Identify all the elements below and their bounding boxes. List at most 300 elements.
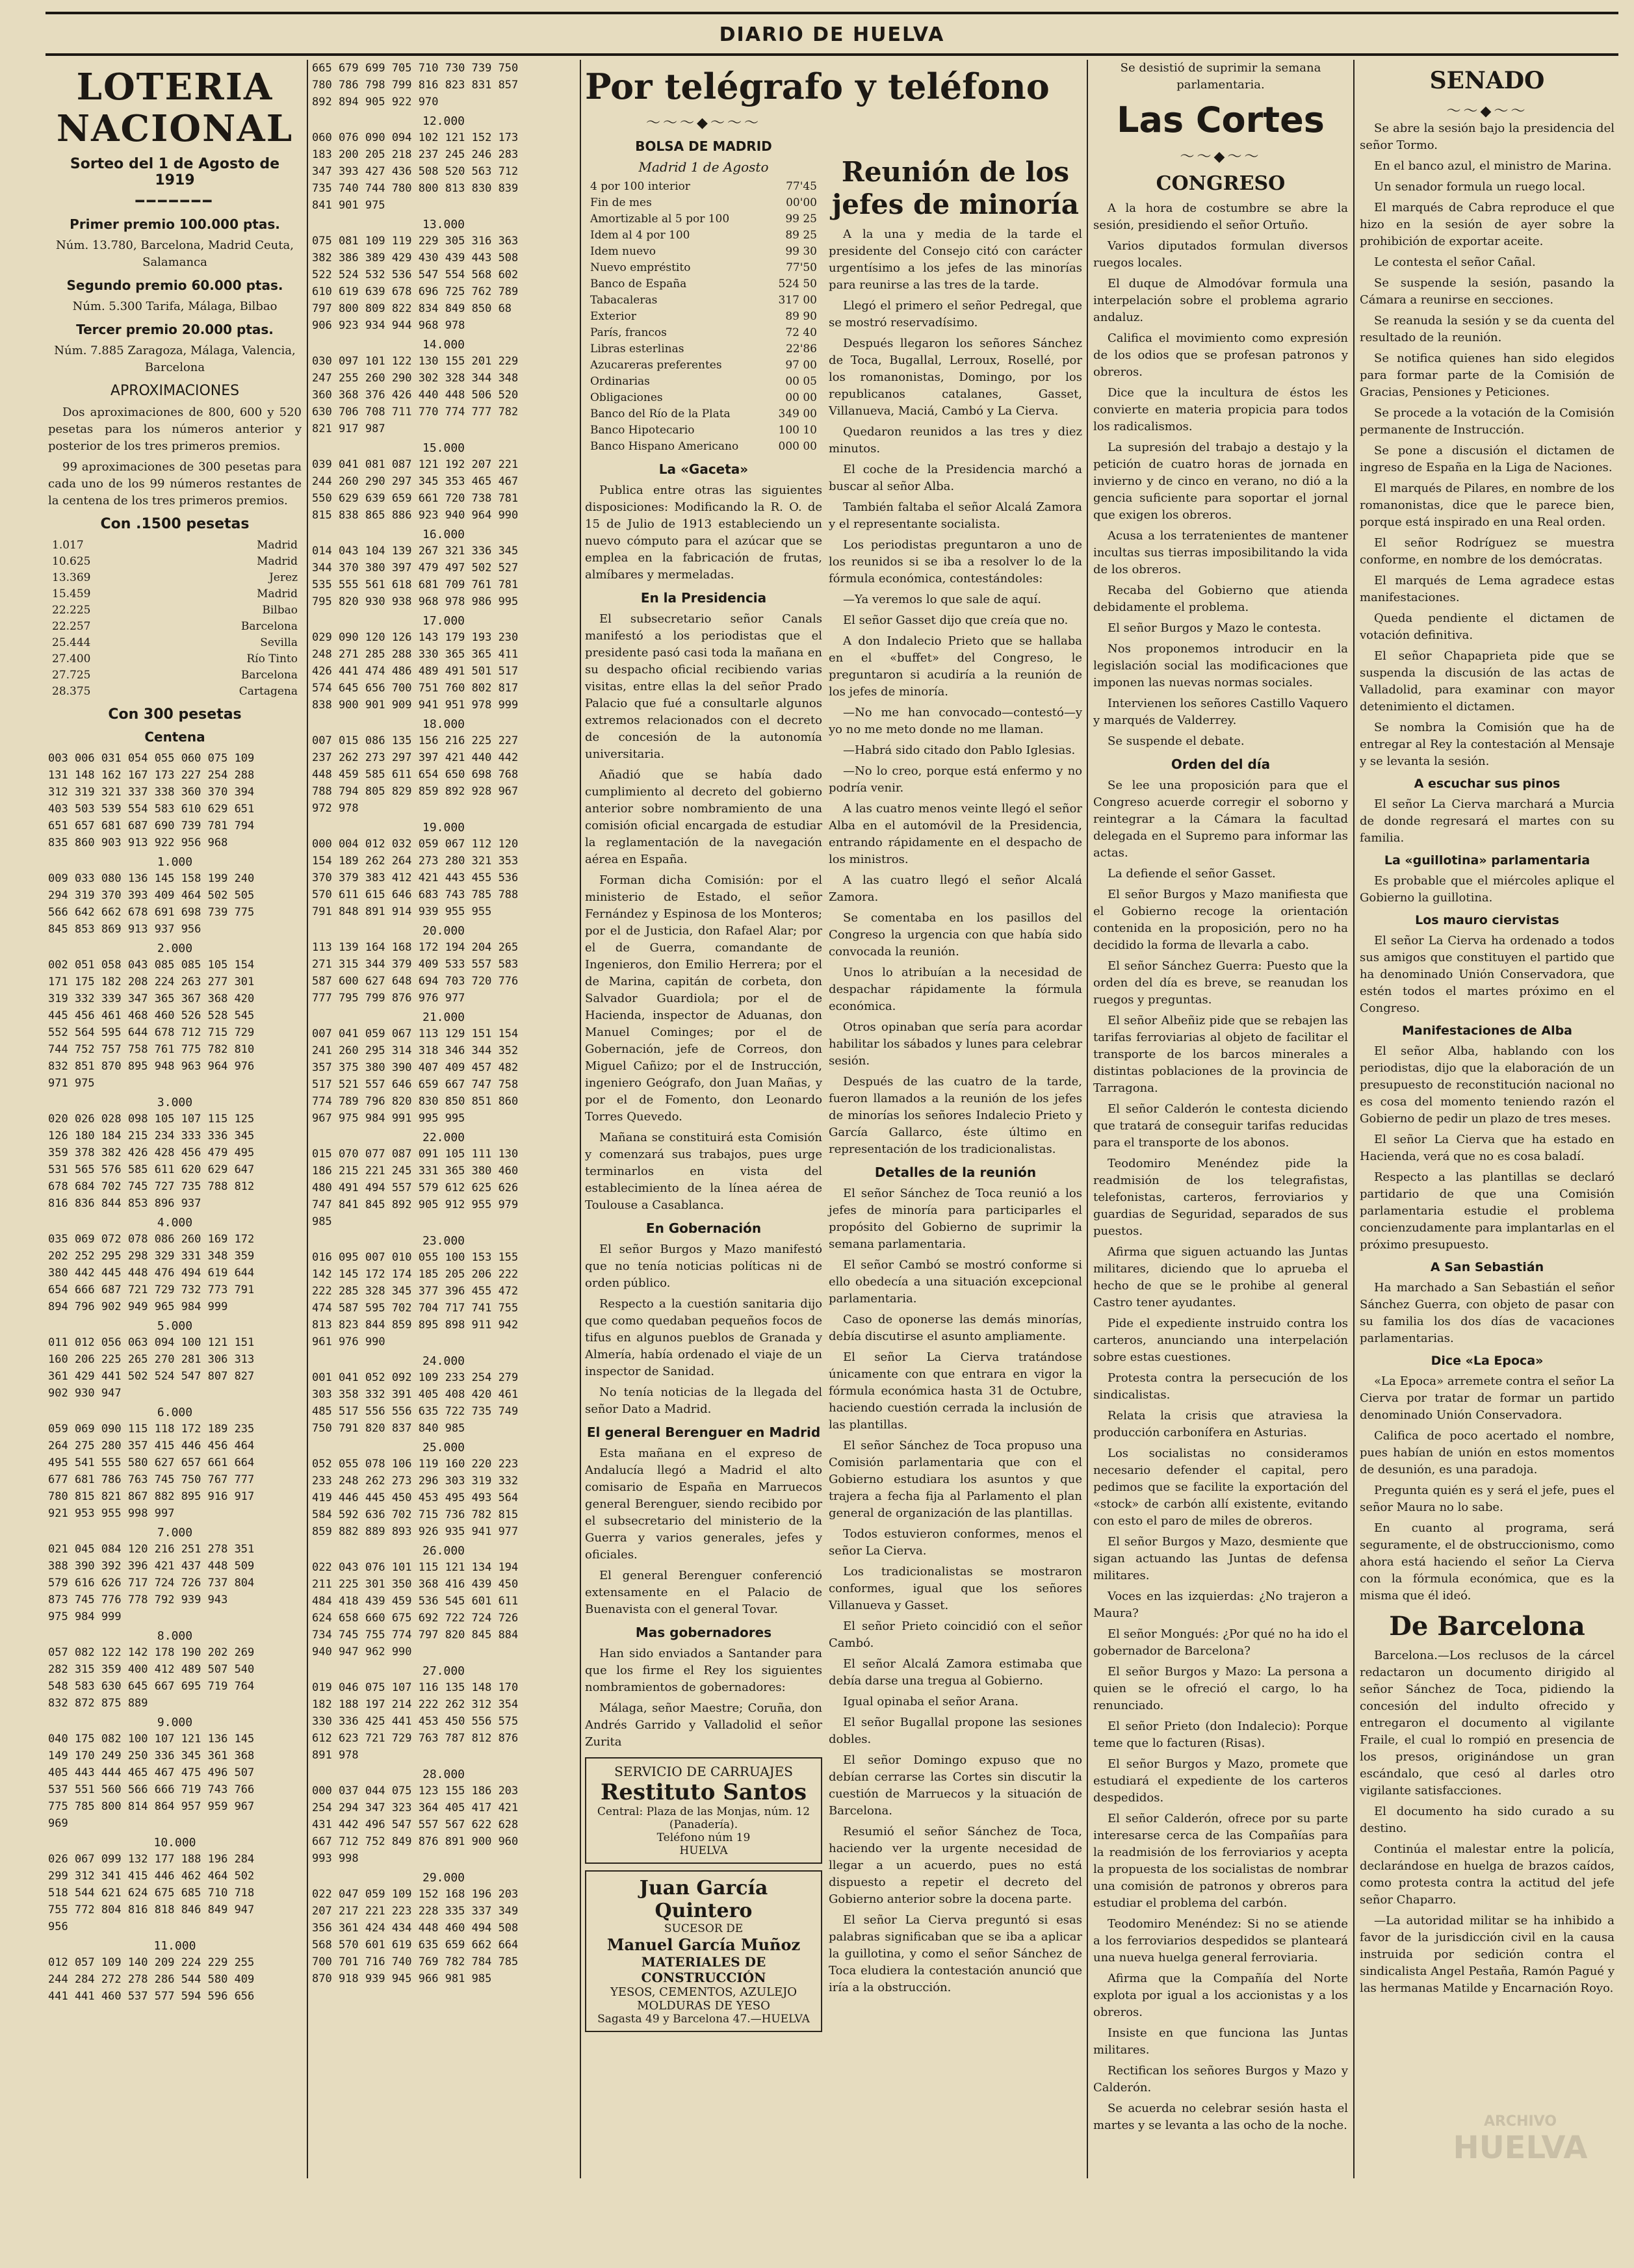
epoca-text-1: «La Epoca» arremete contra el señor La Cierva por tratar de formar un partido denominado Unión Conservadora. [1360, 1374, 1615, 1422]
thousand-label: 22.000 [422, 1131, 465, 1144]
paragraph: El señor Burgos y Mazo, promete que estudiará el expediente de los carteros despedidos. [1093, 1757, 1348, 1805]
con1500-row [52, 537, 298, 554]
number-row: 003 006 031 054 055 060 075 109 [48, 752, 255, 765]
lottery-column-1 [48, 60, 302, 2178]
con1500-row [52, 602, 298, 619]
reunion-p3: Después llegaron los señores Sánchez de Toca, Bugallal, Lerroux, Rosellé, por los romanonistas, Domingo, por los republicanos catalanes, Gasset, Villanueva, Maciá, Cambó y La Cierva. [829, 337, 1082, 418]
con1500-city: Barcelona [240, 620, 298, 633]
ad-quintero-name: Juan García Quintero [639, 1877, 768, 1922]
number-row: 859 882 889 893 926 935 941 977 [312, 1525, 519, 1538]
con1500-row [52, 586, 298, 602]
number-row: 654 666 687 721 729 732 773 791 [48, 1283, 255, 1296]
paragraph: Intervienen los señores Castillo Vaquero y marqués de Valderrey. [1093, 697, 1348, 727]
number-row: 126 180 184 215 234 333 336 345 [48, 1129, 255, 1142]
paragraph: Voces en las izquierdas: ¿No trajeron a Maura? [1093, 1590, 1348, 1620]
number-row: 474 587 595 702 704 717 741 755 [312, 1302, 519, 1315]
number-row: 007 041 059 067 113 129 151 154 [312, 1027, 519, 1040]
bolsa-value: 22'86 [786, 342, 817, 355]
bolsa-value: 99 25 [785, 213, 817, 226]
paragraph: Relata la crisis que atraviesa la producción carbonífera en Asturias. [1093, 1409, 1348, 1439]
number-row: 480 491 494 557 579 612 625 626 [312, 1181, 519, 1194]
number-row: 969 [48, 1817, 68, 1830]
number-row: 347 393 427 436 508 520 563 712 [312, 165, 519, 178]
number-row: 517 521 557 646 659 667 747 758 [312, 1078, 519, 1091]
ad-carruajes-line3: HUELVA [679, 1844, 728, 1857]
thousand-label: 6.000 [157, 1406, 193, 1419]
number-row: 448 459 585 611 654 650 698 768 [312, 768, 519, 781]
bolsa-item: Fin de mes [590, 196, 652, 209]
number-row: 677 681 786 763 745 750 767 777 [48, 1473, 255, 1486]
lottery-title: LOTERIA NACIONAL [56, 66, 294, 150]
berenguer-text-2: El general Berenguer conferenció extensamente en el Palacio de Buenavista con el general Tovar. [585, 1569, 822, 1616]
ad-carruajes-label: SERVICIO DE CARRUAJES [614, 1764, 793, 1779]
gobernacion-title: En Gobernación [645, 1220, 762, 1236]
paragraph: Afirma que la Compañía del Norte explota por igual a los accionistas y a los obreros. [1093, 1972, 1348, 2019]
number-row: 902 930 947 [48, 1387, 122, 1400]
number-row: 370 379 383 412 421 443 455 536 [312, 871, 519, 884]
con1500-row [52, 619, 298, 635]
gaceta-title: La «Gaceta» [658, 461, 749, 477]
number-row: 894 796 902 949 965 984 999 [48, 1300, 228, 1313]
bolsa-value: 89 25 [785, 229, 817, 242]
bolsa-value: 349 00 [778, 407, 817, 420]
reunion-p14: A las cuatro menos veinte llegó el señor Alba en el automóvil de la Presidencia, entrando rápidamente en el despacho de los ministros. [829, 802, 1082, 866]
cortes-title: Las Cortes [1117, 99, 1325, 140]
bolsa-row [590, 390, 817, 406]
ornament: ━━━━━━━ [135, 194, 214, 210]
bolsa-row [590, 260, 817, 276]
bolsa-row [590, 227, 817, 244]
number-row: 780 815 821 867 882 895 916 917 [48, 1490, 255, 1503]
gobernadores-text-2: Málaga, señor Maestre; Coruña, don Andrés Garrido y Valladolid el señor Zurita [585, 1701, 822, 1749]
bolsa-row [590, 374, 817, 390]
number-row: 961 976 990 [312, 1335, 385, 1348]
paragraph: El señor Calderón le contesta diciendo que tratará de conseguir tarifas reducidas para el transporte de los abonos. [1093, 1102, 1348, 1150]
reunion-p4: Quedaron reunidos a las tres y diez minutos. [829, 425, 1082, 456]
paragraph: Varios diputados formulan diversos ruegos locales. [1093, 239, 1348, 270]
paragraph: Se nombra la Comisión que ha de entregar al Rey la contestación al Mensaje y se levanta la sesión. [1360, 721, 1615, 768]
number-groups-a [48, 750, 302, 2005]
detalles-d11: El señor Bugallal propone las sesiones dobles. [829, 1716, 1082, 1746]
paragraph: A la hora de costumbre se abre la sesión, presidiendo el señor Ortuño. [1093, 201, 1348, 232]
paragraph: Los socialistas no consideramos necesario defender el capital, pero pedimos que se facilite la exportación del «stock» de carbón allí existente, evitando con esto el paro de miles de obreros. [1093, 1447, 1348, 1528]
bolsa-value: 97 00 [785, 359, 817, 372]
number-row: 020 026 028 098 105 107 115 125 [48, 1113, 255, 1126]
bolsa-date: Madrid 1 de Agosto [638, 159, 769, 175]
number-row: 244 260 290 297 345 353 465 467 [312, 475, 519, 488]
number-row: 356 361 424 434 448 460 494 508 [312, 1922, 519, 1935]
prize-label: Segundo premio 60.000 ptas. [66, 277, 283, 293]
number-row: 892 894 905 922 970 [312, 96, 439, 109]
con1500-number: 27.400 [52, 652, 91, 665]
number-row: 791 848 891 914 939 955 955 [312, 905, 492, 918]
number-row: 985 [312, 1215, 332, 1228]
bolsa-row [590, 276, 817, 292]
bolsa-row [590, 422, 817, 439]
thousand-label: 9.000 [157, 1716, 193, 1729]
paragraph: El señor Burgos y Mazo: La persona a quien se le ofreció el cargo, lo ha renunciado. [1093, 1665, 1348, 1712]
con1500-number: 27.725 [52, 669, 91, 682]
number-row: 832 872 875 889 [48, 1697, 148, 1710]
number-row: 485 517 556 556 635 722 735 749 [312, 1405, 519, 1418]
bolsa-row [590, 325, 817, 341]
senado-title: SENADO [1429, 67, 1545, 94]
archive-watermark [1446, 2113, 1595, 2191]
thousand-label: 7.000 [157, 1526, 193, 1540]
prize-label: Primer premio 100.000 ptas. [70, 216, 280, 232]
number-row: 579 616 626 717 724 726 737 804 [48, 1577, 255, 1590]
number-row: 382 386 389 429 430 439 443 508 [312, 251, 519, 264]
reunion-p19: Después de las cuatro de la tarde, fueron llamados a la reunión de los jefes de minorías los señores Indalecio Prieto y García Gallarco, éste último en representación de los tradicionalistas. [829, 1075, 1082, 1156]
number-row: 587 600 627 648 694 703 720 776 [312, 975, 519, 988]
guillotina-title: La «guillotina» parlamentaria [1384, 853, 1590, 868]
bolsa-row [590, 292, 817, 309]
number-row: 495 541 555 580 627 657 661 664 [48, 1456, 255, 1469]
barcelona-text-3: Continúa el malestar entre la policía, declarándose en huelga de brazos caídos, como protesta contra la actitud del jefe señor Chaparro. [1360, 1842, 1615, 1907]
prize-detail: Núm. 7.885 Zaragoza, Málaga, Valencia, Barcelona [54, 344, 296, 374]
number-row: 568 570 601 619 635 659 662 664 [312, 1939, 519, 1952]
number-groups-b [312, 60, 575, 1987]
reunion-p10: A don Indalecio Prieto que se hallaba en el «buffet» del Congreso, le preguntaron si acudiría a la reunión de los jefes de minoría. [829, 634, 1082, 699]
thousand-label: 11.000 [153, 1939, 196, 1953]
thousand-label: 28.000 [422, 1768, 465, 1781]
number-row: 247 255 260 290 302 328 344 348 [312, 372, 519, 385]
thousand-label: 27.000 [422, 1664, 465, 1678]
bolsa-row [590, 357, 817, 374]
bolsa-value: 00 00 [785, 391, 817, 404]
number-row: 797 800 809 822 834 849 850 68 [312, 302, 512, 315]
gobernadores-title: Mas gobernadores [635, 1625, 772, 1640]
number-row: 574 645 656 700 751 760 802 817 [312, 682, 519, 695]
number-row: 021 045 084 120 216 251 278 351 [48, 1543, 255, 1556]
number-row: 039 041 081 087 121 192 207 221 [312, 458, 519, 471]
bolsa-value: 89 90 [785, 310, 817, 323]
bolsa-item: Tabacaleras [590, 294, 658, 307]
bolsa-item: Idem nuevo [590, 245, 656, 258]
number-row: 202 252 295 298 329 331 348 359 [48, 1250, 255, 1263]
bolsa-value: 77'50 [786, 261, 817, 274]
number-row: 015 070 077 087 091 105 111 130 [312, 1148, 519, 1161]
number-row: 186 215 221 245 331 365 380 460 [312, 1165, 519, 1178]
number-row: 000 004 012 032 059 067 112 120 [312, 838, 519, 851]
number-row: 264 275 280 357 415 446 456 464 [48, 1439, 255, 1452]
con1500-city: Bilbao [262, 604, 298, 617]
number-row: 744 752 757 758 761 775 782 810 [48, 1043, 255, 1056]
gaceta-text: Publica entre otras las siguientes disposiciones: Modificando la R. O. de 15 de Julio de 1913 estableciendo un nuevo cómputo para el azúcar que se emplea en la fabricación de frutas, almíbares y mermeladas. [585, 483, 822, 582]
number-row: 303 358 332 391 405 408 420 461 [312, 1388, 519, 1401]
paragraph: El señor Calderón, ofrece por su parte interesarse cerca de las Compañías para la readmisión de los ferroviarios y acepta la propuesta de los socialistas de nombrar una comisión de patronos y obreros para estudiar el problema del carbón. [1093, 1812, 1348, 1910]
bolsa-value: 317 00 [778, 294, 817, 307]
number-row: 624 658 660 675 692 722 724 726 [312, 1612, 519, 1625]
number-row: 972 978 [312, 802, 359, 815]
paragraph: El marqués de Pilares, en nombre de los romanonistas, dice que le parece bien, porque está inspirado en una Real orden. [1360, 482, 1615, 529]
mauro-title: Los mauro ciervistas [1415, 913, 1559, 927]
mauro-text: El señor La Cierva ha ordenado a todos sus amigos que constituyen el partido que ha denominado Unión Conservadora, que estén todos el martes próximo en el Congreso. [1360, 934, 1615, 1015]
cortes-column [1093, 60, 1348, 2178]
ad-quintero-sucesor: SUCESOR DE [664, 1922, 744, 1935]
number-row: 431 442 496 547 557 567 622 628 [312, 1818, 519, 1831]
number-row: 171 175 182 208 224 263 277 301 [48, 975, 255, 988]
detalles-d12: El señor Domingo expuso que no debían cerrarse las Cortes sin discutir la cuestión de Marruecos y la situación de Barcelona. [829, 1753, 1082, 1818]
paragraph: Un senador formula un ruego local. [1374, 180, 1586, 194]
orden-paragraphs [1093, 777, 1348, 2134]
con1500-row [52, 635, 298, 651]
number-row: 788 794 805 829 859 892 928 967 [312, 785, 519, 798]
reunion-p8: —Ya veremos lo que sale de aquí. [843, 593, 1042, 606]
barcelona-text-4: —La autoridad militar se ha inhibido a favor de la jurisdicción civil en la causa instruida por sedición contra el sindicalista Angel Pestaña, Ramón Pagué y las hermanas Matilde y Encarnación Royo. [1360, 1914, 1615, 1995]
bolsa-value: 100 10 [778, 424, 817, 437]
number-row: 002 051 058 043 085 085 105 154 [48, 959, 255, 972]
thousand-label: 25.000 [422, 1441, 465, 1454]
bolsa-item: Banco Hispano Americano [590, 440, 739, 453]
paragraph: La defiende el señor Gasset. [1108, 867, 1276, 881]
presidencia-title: En la Presidencia [640, 590, 767, 606]
number-row: 747 841 845 892 905 912 955 979 [312, 1198, 519, 1211]
con1500-number: 15.459 [52, 587, 91, 600]
detalles-d9: El señor Alcalá Zamora estimaba que debía darse una tregua al Gobierno. [829, 1657, 1082, 1688]
number-row: 222 285 328 345 377 396 455 472 [312, 1285, 519, 1298]
number-row: 182 188 197 214 222 262 312 354 [312, 1698, 519, 1711]
thousand-label: 14.000 [422, 338, 465, 352]
bolsa-row [590, 341, 817, 357]
ad-carruajes-line2: Teléfono núm 19 [656, 1831, 751, 1844]
reunion-p15: A las cuatro llegó el señor Alcalá Zamora. [829, 873, 1082, 904]
presidencia-text-1: El subsecretario señor Canals manifestó a los periodistas que el presidente pasó casi toda la mañana en su despacho oficial recibiendo varias visitas, entre ellas la del señor Prado Palacio que fué a consultarle algunos extremos relacionados con el decreto de concesión de la autonomía universitaria. [585, 612, 822, 761]
con1500-city: Cartagena [239, 685, 298, 698]
thousand-label: 15.000 [422, 441, 465, 455]
number-row: 584 592 636 702 715 736 782 815 [312, 1508, 519, 1521]
bolsa-item: Azucareras preferentes [590, 359, 722, 372]
barcelona-text-1: Barcelona.—Los reclusos de la cárcel redactaron un documento dirigido al señor Sánchez de Toca, pidiendo la concesión del indulto ofrecido y entregaron el documento al vigilante Fraile, el cual lo rompió en presencia de los presos, originándose un gran escándalo, que cesó al darles otro vigilante satisfacciones. [1360, 1649, 1615, 1798]
number-row: 388 390 392 396 421 437 448 509 [48, 1560, 255, 1573]
number-row: 484 418 439 459 536 545 601 611 [312, 1595, 519, 1608]
paragraph: El señor Chapaprieta pide que se suspenda la discusión de las actas de Valladolid, para examinar con mayor detenimiento el dictamen. [1360, 649, 1615, 714]
thousand-label: 20.000 [422, 924, 465, 938]
number-row: 160 206 225 265 270 281 306 313 [48, 1353, 255, 1366]
thousand-label: 16.000 [422, 528, 465, 541]
number-row: 149 170 249 250 336 345 361 368 [48, 1749, 255, 1762]
paragraph: Le contesta el señor Cañal. [1374, 255, 1536, 269]
bolsa-title: BOLSA DE MADRID [635, 138, 772, 154]
paragraph: Acusa a los terratenientes de mantener incultas sus tierras imposibilitando la vida de los obreros. [1093, 529, 1348, 576]
bolsa-table [585, 179, 822, 455]
paragraph: Pide el expediente instruido contra los carteros, anunciando una interpelación sobre estas cuestiones. [1093, 1317, 1348, 1364]
reunion-p9: El señor Gasset dijo que creía que no. [843, 613, 1069, 627]
number-row: 651 657 681 687 690 739 781 794 [48, 819, 255, 832]
number-row: 254 294 347 323 364 405 417 421 [312, 1801, 519, 1814]
number-row: 870 918 939 945 966 981 985 [312, 1972, 492, 1985]
number-row: 441 441 460 537 577 594 596 656 [48, 1990, 255, 2003]
pinos-title: A escuchar sus pinos [1414, 777, 1561, 791]
number-row: 734 745 755 774 797 820 845 884 [312, 1629, 519, 1642]
con1500-row [52, 570, 298, 586]
number-row: 012 057 109 140 209 224 229 255 [48, 1956, 255, 1969]
sebastian-title: A San Sebastián [1430, 1260, 1544, 1274]
number-row: 906 923 934 944 968 978 [312, 319, 465, 332]
number-row: 360 368 376 426 440 448 506 520 [312, 389, 519, 402]
bolsa-row [590, 406, 817, 422]
number-row: 241 260 295 314 318 346 344 352 [312, 1044, 519, 1057]
paragraph: El marqués de Cabra reproduce el que hizo en la sesión de ayer sobre la prohibición de exportar aceite. [1360, 201, 1615, 248]
paragraph: El señor Burgos y Mazo le contesta. [1108, 621, 1321, 635]
ad-carruajes [585, 1757, 822, 1864]
paragraph: Se lee una proposición para que el Congreso acuerde corregir el soborno y reintegrar a la Cámara la facultad delegada en el Supremo para informar las actas. [1093, 779, 1348, 860]
bolsa-item: Libras esterlinas [590, 342, 684, 355]
thousand-label: 2.000 [157, 942, 193, 955]
number-row: 755 772 804 816 818 846 849 947 [48, 1903, 255, 1916]
con1500-number: 13.369 [52, 571, 91, 584]
bolsa-row [590, 195, 817, 211]
con1500-number: 25.444 [52, 636, 91, 649]
thousand-label: 21.000 [422, 1011, 465, 1024]
reunion-p11: —No me han convocado—contestó—y yo no me meto donde no me llaman. [829, 706, 1082, 736]
paragraph: El señor Albeñiz pide que se rebajen las tarifas ferroviarias al objeto de facilitar el transporte de los barcos minerales a distintas poblaciones de la provincia de Tarragona. [1093, 1014, 1348, 1095]
paragraph: En el banco azul, el ministro de Marina. [1374, 159, 1612, 173]
prize-detail: Núm. 13.780, Barcelona, Madrid Ceuta, Salamanca [56, 238, 294, 269]
number-row: 780 786 798 799 816 823 831 857 [312, 79, 519, 92]
number-row: 380 442 445 448 476 494 619 644 [48, 1267, 255, 1280]
prize-list [48, 216, 302, 376]
number-row: 014 043 104 139 267 321 336 345 [312, 545, 519, 558]
number-row: 795 820 930 938 968 978 986 995 [312, 595, 519, 608]
barcelona-text-2: El documento ha sido curado a su destino. [1360, 1805, 1615, 1835]
number-row: 330 336 425 441 453 450 556 575 [312, 1715, 519, 1728]
detalles-d8: El señor Prieto coincidió con el señor Cambó. [829, 1619, 1082, 1650]
number-row: 060 076 090 094 102 121 152 173 [312, 131, 519, 144]
number-row: 775 785 800 814 864 957 959 967 [48, 1800, 255, 1813]
con1500-number: 22.257 [52, 620, 91, 633]
bolsa-value: 72 40 [785, 326, 817, 339]
number-row: 022 047 059 109 152 168 196 203 [312, 1888, 519, 1901]
reunion-p16: Se comentaba en los pasillos del Congreso la urgencia con que había sido convocada la reunión. [829, 911, 1082, 959]
number-row: 821 917 987 [312, 422, 385, 435]
number-row: 035 069 072 078 086 260 169 172 [48, 1233, 255, 1246]
paragraph: El marqués de Lema agradece estas manifestaciones. [1360, 574, 1615, 604]
masthead-title: DIARIO DE HUELVA [719, 23, 945, 46]
epoca-title: Dice «La Epoca» [1431, 1354, 1544, 1368]
congreso-title: CONGRESO [1156, 172, 1286, 195]
number-row: 019 046 075 107 116 135 148 170 [312, 1681, 519, 1694]
bolsa-value: 77'45 [786, 180, 817, 193]
number-row: 426 441 474 486 489 491 501 517 [312, 665, 519, 678]
bolsa-item: Banco Hipotecario [590, 424, 695, 437]
number-row: 248 271 285 288 330 365 365 411 [312, 648, 519, 661]
paragraph: Se acuerda no celebrar sesión hasta el martes y se levanta a las ocho de la noche. [1093, 2102, 1348, 2132]
con1500-city: Sevilla [260, 636, 298, 649]
thousand-label: 26.000 [422, 1544, 465, 1558]
epoca-text-3: Pregunta quién es y será el jefe, pues el señor Maura no lo sabe. [1360, 1484, 1615, 1514]
paragraph: Se procede a la votación de la Comisión permanente de Instrucción. [1360, 406, 1615, 437]
number-row: 813 823 844 859 895 898 911 942 [312, 1319, 519, 1332]
ornament: ～～◆～～ [1180, 149, 1262, 165]
lottery-column-2 [312, 60, 575, 2178]
ornament: ～～～◆～～～ [646, 115, 761, 131]
alba-text-1: El señor Alba, hablando con los periodistas, dijo que la elaboración de un presupuesto de reconstitución nacional no es cosa del momento teniendo razón el Gobierno de pedir un plazo de tres meses. [1360, 1044, 1615, 1126]
number-row: 403 503 539 554 583 610 629 651 [48, 803, 255, 816]
detalles-d5: El señor Sánchez de Toca propuso una Comisión parlamentaria que con el Gobierno estudiara los asuntos y que trajera a fecha fija al Parlamento el plan general de organización de las plantillas. [829, 1439, 1082, 1520]
paragraph: Recaba del Gobierno que atienda debidamente el problema. [1093, 584, 1348, 614]
lottery-subtitle: Sorteo del 1 de Agosto de 1919 [70, 156, 280, 188]
bolsa-item: Nuevo empréstito [590, 261, 691, 274]
detalles-d7: Los tradicionalistas se mostraron conformes, igual que los señores Villanueva y Gasset. [829, 1565, 1082, 1612]
detalles-d6: Todos estuvieron conformes, menos el señor La Cierva. [829, 1527, 1082, 1558]
number-row: 700 701 716 740 769 782 784 785 [312, 1955, 519, 1968]
approx-title: APROXIMACIONES [110, 383, 240, 399]
paragraph: Se reanuda la sesión y se da cuenta del resultado de la reunión. [1360, 314, 1615, 344]
number-row: 838 900 901 909 941 951 978 999 [312, 699, 519, 712]
number-row: 667 712 752 849 876 891 900 960 [312, 1835, 519, 1848]
thousand-label: 4.000 [157, 1216, 193, 1230]
bolsa-value: 524 50 [778, 277, 817, 290]
gobernacion-text-3: No tenía noticias de la llegada del señor Dato a Madrid. [585, 1385, 822, 1416]
number-row: 131 148 162 167 173 227 254 288 [48, 769, 255, 782]
number-row: 531 565 576 585 611 620 629 647 [48, 1163, 255, 1176]
number-row: 522 524 532 536 547 554 568 602 [312, 268, 519, 281]
guillotina-text: Es probable que el miércoles aplique el Gobierno la guillotina. [1360, 874, 1615, 905]
ad-carruajes-name: Restituto Santos [600, 1779, 807, 1805]
ad-quintero-line2: YESOS, CEMENTOS, AZULEJO [610, 1985, 798, 1999]
number-row: 040 175 082 100 107 121 136 145 [48, 1733, 255, 1746]
number-row: 832 851 870 895 948 963 964 976 [48, 1060, 255, 1073]
number-row: 282 315 359 400 412 489 507 540 [48, 1663, 255, 1676]
number-row: 244 284 272 278 286 544 580 409 [48, 1973, 255, 1986]
bolsa-item: París, francos [590, 326, 667, 339]
thousand-label: 24.000 [422, 1354, 465, 1368]
detalles-d1: El señor Sánchez de Toca reunió a los jefes de minoría para participarles el propósito del Gobierno de suprimir la semana parlamentaria. [829, 1187, 1082, 1251]
number-row: 059 069 090 115 118 172 189 235 [48, 1423, 255, 1436]
number-row: 921 953 955 998 997 [48, 1507, 175, 1520]
thousand-label: 5.000 [157, 1319, 193, 1333]
number-row: 735 740 744 780 800 813 830 839 [312, 182, 519, 195]
bolsa-item: Amortizable al 5 por 100 [590, 213, 730, 226]
detalles-d13: Resumió el señor Sánchez de Toca, haciendo ver la urgente necesidad de llegar a un acuerdo, pues no está dispuesto a repetir el decreto del Gobierno anterior sobre la docena parte. [829, 1825, 1082, 1906]
thousand-label: 13.000 [422, 218, 465, 231]
alba-title: Manifestaciones de Alba [1401, 1024, 1573, 1038]
number-row: 630 706 708 711 770 774 777 782 [312, 406, 519, 419]
thousand-label: 12.000 [422, 114, 465, 128]
number-row: 419 446 445 450 453 495 493 564 [312, 1491, 519, 1504]
detalles-d14: El señor La Cierva preguntó si esas palabras significaban que se iba a aplicar la guillotina, y como el señor Sánchez de Toca eludiera la contestación anunció que iría a la obstrucción. [829, 1913, 1082, 1994]
reunion-p7: Los periodistas preguntaron a uno de los reunidos si se iba a resolver lo de la fórmula económica, contestándoles: [829, 538, 1082, 586]
con1500-row [52, 651, 298, 667]
con1500-number: 22.225 [52, 604, 91, 617]
bolsa-value: 00'00 [786, 196, 817, 209]
number-row: 052 055 078 106 119 160 220 223 [312, 1458, 519, 1471]
bolsa-item: Exterior [590, 310, 636, 323]
number-row: 011 012 056 063 094 100 121 151 [48, 1336, 255, 1349]
con1500-list [48, 537, 302, 700]
reunion-p5: El coche de la Presidencia marchó a buscar al señor Alba. [829, 463, 1082, 493]
watermark-line2: HUELVA [1453, 2130, 1588, 2166]
ad-quintero [585, 1870, 822, 2032]
detalles-d4: El señor La Cierva tratándose únicamente con que entrara en vigor la fórmula económica hasta 31 de Octubre, haciendo cuestión cerrada la inclusión de las plantillas. [829, 1350, 1082, 1432]
senado-column [1360, 60, 1615, 2178]
cortes-intro: Se desistió de suprimir la semana parlamentaria. [1120, 61, 1321, 92]
number-row: 154 189 262 264 273 280 321 353 [312, 855, 519, 868]
thousand-label: 18.000 [422, 717, 465, 731]
bolsa-item: Banco del Río de la Plata [590, 407, 731, 420]
number-row: 344 370 380 397 479 497 502 527 [312, 561, 519, 574]
con300-title: Con 300 pesetas [108, 706, 242, 723]
paragraph: Se notifica quienes han sido elegidos para formar parte de la Comisión de Gracias, Pensiones y Peticiones. [1360, 352, 1615, 399]
paragraph: El señor Prieto (don Indalecio): Porque teme que lo facturen (Risas). [1093, 1720, 1348, 1750]
con1500-city: Madrid [257, 539, 298, 552]
number-row: 891 978 [312, 1749, 359, 1762]
reunion-title: Reunión de los jefes de minoría [832, 156, 1079, 220]
detalles-d2: El señor Cambó se mostró conforme si ello obedecía a una situación excepcional parlamentaria. [829, 1258, 1082, 1306]
number-row: 535 555 561 618 681 709 761 781 [312, 578, 519, 591]
gobernacion-text-1: El señor Burgos y Mazo manifestó que no tenía noticias políticas ni de orden público. [585, 1243, 822, 1290]
